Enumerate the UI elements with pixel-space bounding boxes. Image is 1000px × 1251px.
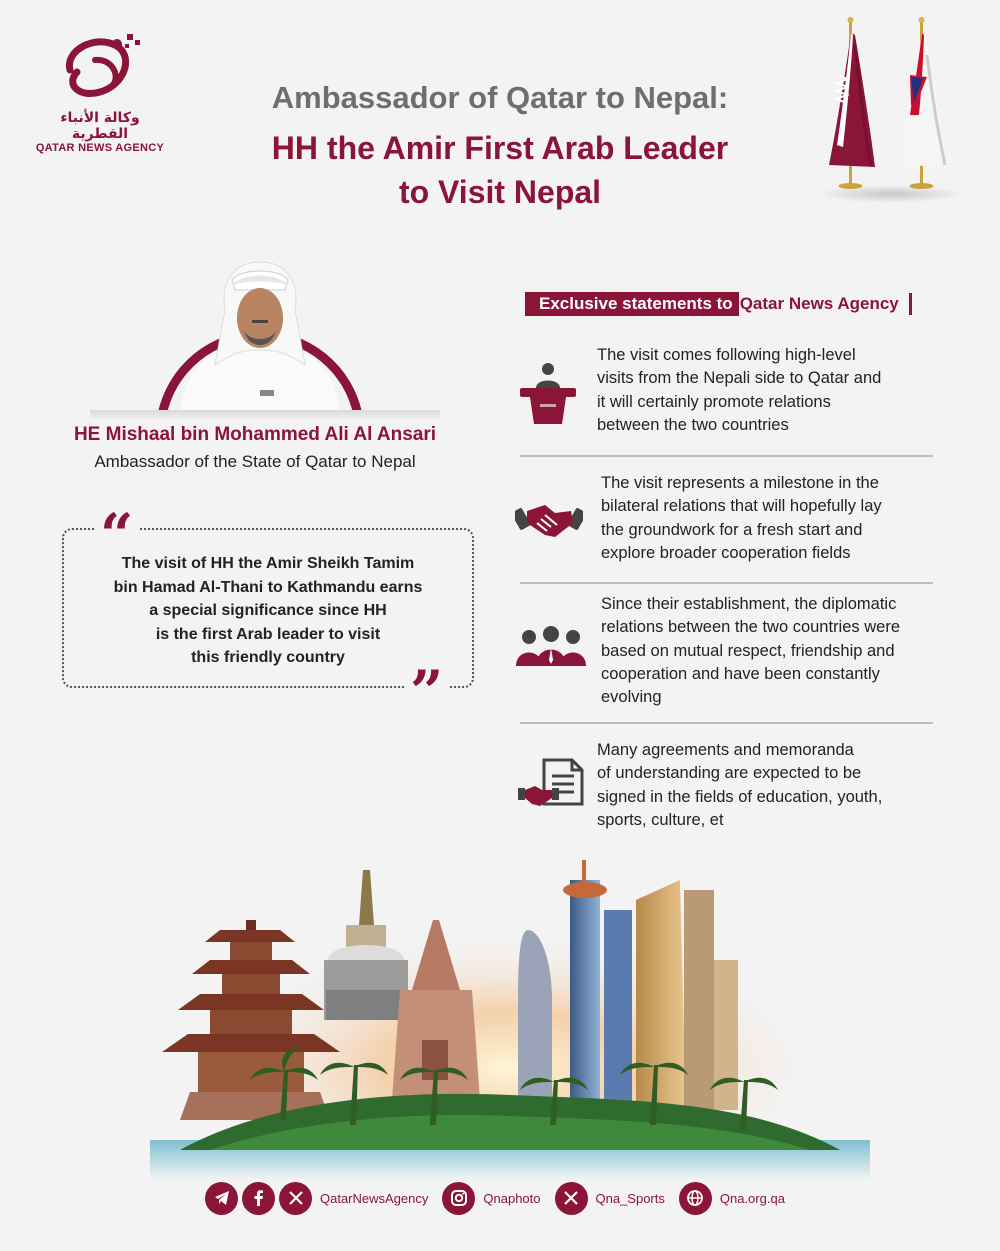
qatar-flag [815,15,965,195]
telegram-icon[interactable] [205,1182,238,1215]
title-line-3: to Visit Nepal [398,174,602,210]
doha-skyline [518,860,738,1110]
quote-line: a special significance since HH [149,602,387,619]
statement-line: Many agreements and memoranda [597,741,854,759]
exclusive-header [525,292,912,316]
quote-line: is the first Arab leader to visit [155,625,381,643]
podium-speaker-icon [518,360,578,426]
globe-icon[interactable] [679,1182,712,1215]
statement-1 [597,344,881,437]
statement-line: signed in the fields of education, youth, [597,787,883,806]
exclusive-bar [909,293,912,315]
statement-line: of understanding are expected to be [597,764,862,783]
social-handle-qnaphoto[interactable]: Qnaphoto [483,1190,541,1206]
statement-line: between the two countries [597,415,789,434]
page-title [220,80,780,214]
statement-line: Since their establishment, the diplomatic [601,595,897,613]
quote-text [82,552,454,670]
exclusive-label: Exclusive statements to [525,292,739,316]
title-line-1: Ambassador of Qatar to Nepal: [271,80,729,115]
statement-4 [597,739,882,832]
statement-line: sports, culture, et [597,810,724,829]
statement-line: bilateral relations that will hopefully lay [601,497,882,516]
agreement-document-icon [518,758,584,810]
ambassador-photo-icon [140,250,380,415]
statement-line: relations between the two countries were [601,618,900,637]
statement-line: The visit comes following high-level [597,346,856,364]
flags [815,15,965,205]
social-links [205,1180,799,1216]
divider [520,582,933,584]
ambassador-name: HE Mishaal bin Mohammed Ali Al Ansari [73,424,437,445]
quote-line: The visit of HH the Amir Sheikh Tamim [121,555,415,572]
logo-arabic-text: وكالة الأنباء القطرية [60,110,140,142]
quote-line: bin Hamad Al-Thani to Kathmandu earns [113,578,423,596]
statement-line: based on mutual respect, friendship and [601,641,895,660]
statement-line: explore broader cooperation fields [601,543,851,562]
open-quote-icon: “ [94,515,139,549]
portrait-pedestal [90,410,440,420]
group-people-icon [515,626,587,666]
statement-line: evolving [601,688,662,707]
instagram-icon[interactable] [442,1182,475,1215]
qna-logo-icon [55,30,145,108]
x-twitter-icon[interactable] [279,1182,312,1215]
statement-line: The visit represents a milestone in the [601,474,879,492]
close-quote-icon: ” [404,672,449,706]
title-line-2: HH the Amir First Arab Leader [271,130,729,166]
ambassador-title: Ambassador of the State of Qatar to Nepal [94,452,416,471]
handshake-icon [515,495,583,539]
statement-line: the groundwork for a fresh start and [601,520,863,539]
divider [520,722,933,724]
facebook-icon[interactable] [242,1182,275,1215]
social-handle-qna-sports[interactable]: Qna_Sports [595,1190,665,1206]
nepal-qatar-landscape-illustration [150,850,870,1180]
qna-logo [30,30,170,154]
statement-3 [601,593,900,709]
logo-english-text: QATAR NEWS AGENCY [35,142,165,154]
statement-2 [601,472,882,565]
website-link[interactable]: Qna.org.qa [719,1190,785,1206]
ambassador-portrait [140,250,380,415]
quote-line: this friendly country [191,649,345,666]
agency-label: Qatar News Agency [739,294,899,313]
statement-line: visits from the Nepali side to Qatar and [597,369,882,388]
statement-line: cooperation and have been constantly [601,664,880,683]
x-twitter-icon[interactable] [555,1182,588,1215]
social-handle-qatarnewsagency[interactable]: QatarNewsAgency [320,1190,429,1206]
divider [520,455,933,457]
statement-line: it will certainly promote relations [597,392,831,411]
